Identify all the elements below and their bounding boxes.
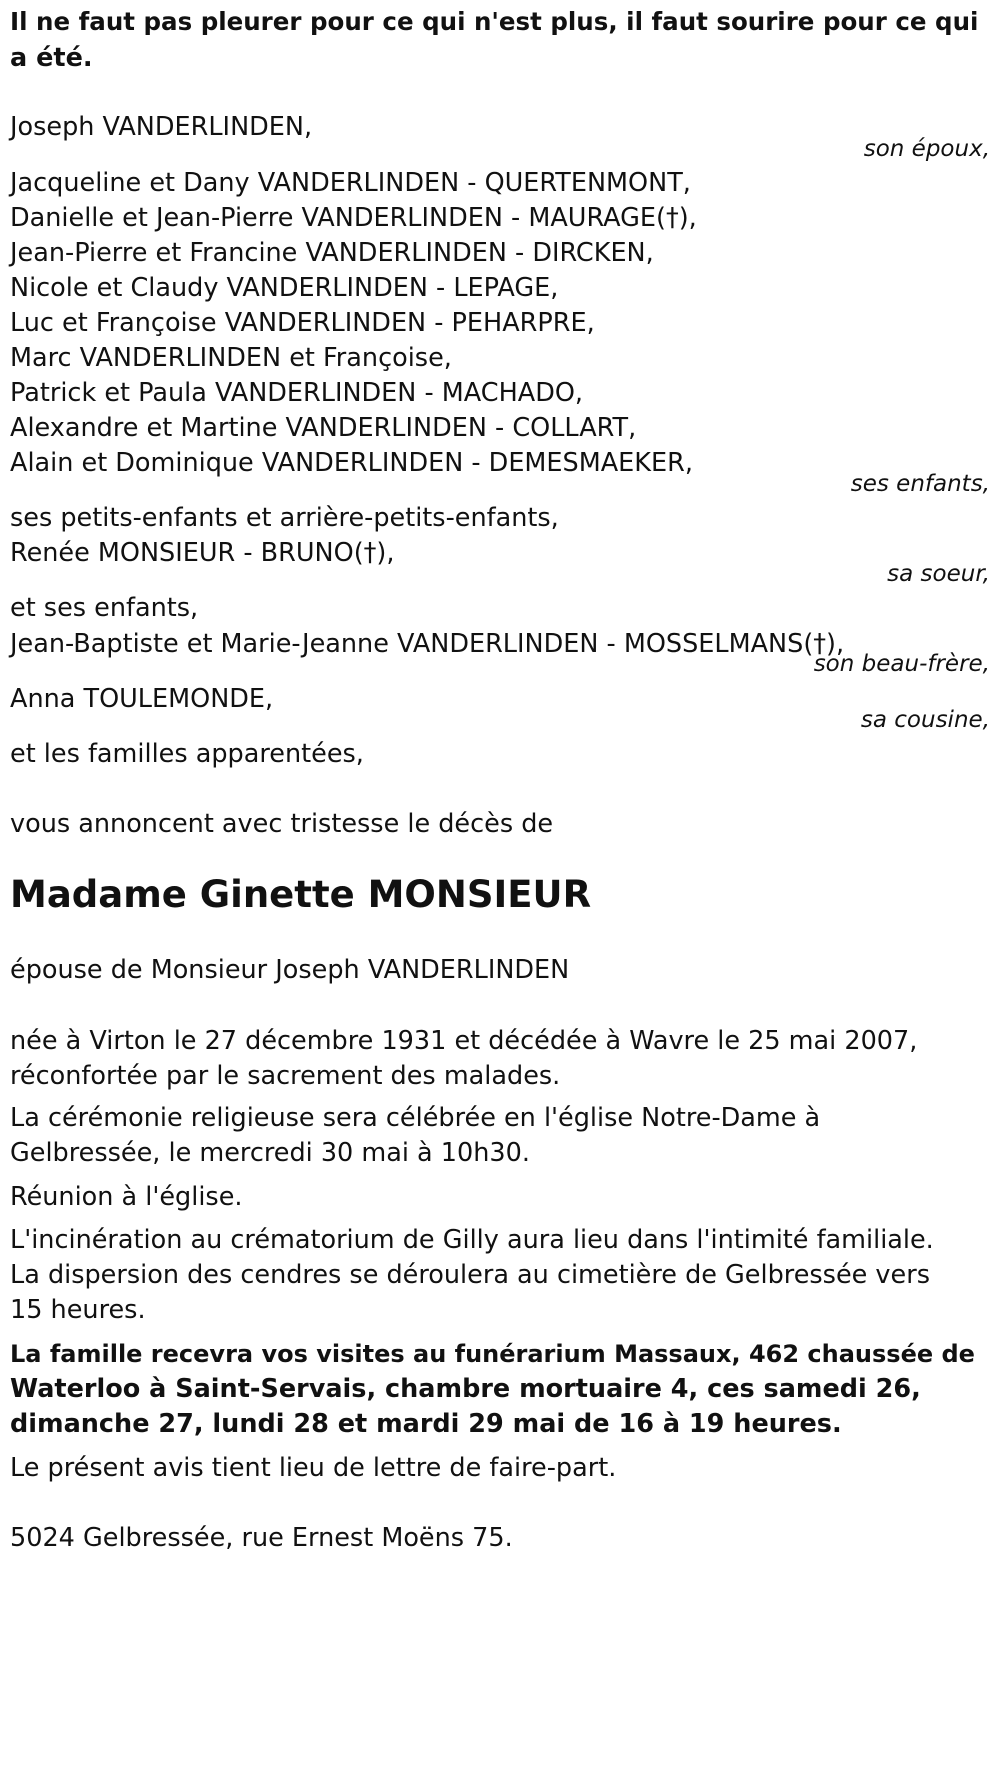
visits-line-1: La famille recevra vos visites au funérarium Massaux, 462 chaussée de	[10, 1340, 975, 1368]
ceremony-line-1: La cérémonie religieuse sera célébrée en l'église Notre-Dame à	[10, 1103, 821, 1133]
ceremony-line-2: Gelbressée, le mercredi 30 mai à 10h30.	[10, 1138, 530, 1168]
child-name: Jacqueline et Dany VANDERLINDEN - QUERTENMONT,	[10, 168, 691, 198]
cousin-name: Anna TOULEMONDE,	[10, 684, 274, 714]
sister-children-line: et ses enfants,	[10, 593, 199, 623]
cremation-line-3: 15 heures.	[10, 1295, 146, 1325]
families-line: et les familles apparentées,	[10, 739, 364, 769]
birth-death-line-1: née à Virton le 27 décembre 1931 et décédée à Wavre le 25 mai 2007,	[10, 1026, 918, 1056]
spouse-name: Joseph VANDERLINDEN,	[10, 112, 313, 142]
child-name: Alexandre et Martine VANDERLINDEN - COLLART,	[10, 413, 637, 443]
cousin-relation: sa cousine,	[860, 707, 990, 733]
quote-line-1: Il ne faut pas pleurer pour ce qui n'est plus, il faut sourire pour ce qui	[10, 7, 979, 36]
address-line: 5024 Gelbressée, rue Ernest Moëns 75.	[10, 1523, 513, 1553]
announce-line: vous annoncent avec tristesse le décès de	[10, 809, 554, 839]
sister-relation: sa soeur,	[887, 561, 990, 587]
cremation-line-1: L'incinération au crématorium de Gilly aura lieu dans l'intimité familiale.	[10, 1225, 934, 1255]
child-name: Luc et Françoise VANDERLINDEN - PEHARPRE,	[10, 308, 595, 338]
sister-name: Renée MONSIEUR - BRUNO(†),	[10, 538, 395, 568]
children-relation: ses enfants,	[850, 471, 990, 497]
meeting-line: Réunion à l'église.	[10, 1182, 243, 1212]
brother-in-law-relation: son beau-frère,	[813, 651, 990, 677]
notice-line: Le présent avis tient lieu de lettre de faire-part.	[10, 1453, 617, 1483]
deceased-name: Madame Ginette MONSIEUR	[10, 873, 592, 916]
child-name: Patrick et Paula VANDERLINDEN - MACHADO,	[10, 378, 584, 408]
quote-line-2: a été.	[10, 43, 93, 73]
visits-line-3: dimanche 27, lundi 28 et mardi 29 mai de 16 à 19 heures.	[10, 1409, 842, 1439]
child-name: Jean-Pierre et Francine VANDERLINDEN - DIRCKEN,	[10, 238, 654, 268]
visits-line-2: Waterloo à Saint-Servais, chambre mortuaire 4, ces samedi 26,	[10, 1374, 921, 1404]
brother-in-law-name: Jean-Baptiste et Marie-Jeanne VANDERLINDEN - MOSSELMANS(†),	[10, 629, 845, 659]
spouse-relation: son époux,	[863, 136, 990, 162]
cremation-line-2: La dispersion des cendres se déroulera au cimetière de Gelbressée vers	[10, 1260, 930, 1290]
grandchildren-line: ses petits-enfants et arrière-petits-enfants,	[10, 503, 559, 533]
child-name: Alain et Dominique VANDERLINDEN - DEMESMAEKER,	[10, 448, 693, 478]
spouse-of-line: épouse de Monsieur Joseph VANDERLINDEN	[10, 955, 570, 985]
birth-death-line-2: réconfortée par le sacrement des malades.	[10, 1061, 561, 1091]
child-name: Marc VANDERLINDEN et Françoise,	[10, 343, 452, 373]
child-name: Danielle et Jean-Pierre VANDERLINDEN - MAURAGE(†),	[10, 203, 697, 233]
child-name: Nicole et Claudy VANDERLINDEN - LEPAGE,	[10, 273, 559, 303]
